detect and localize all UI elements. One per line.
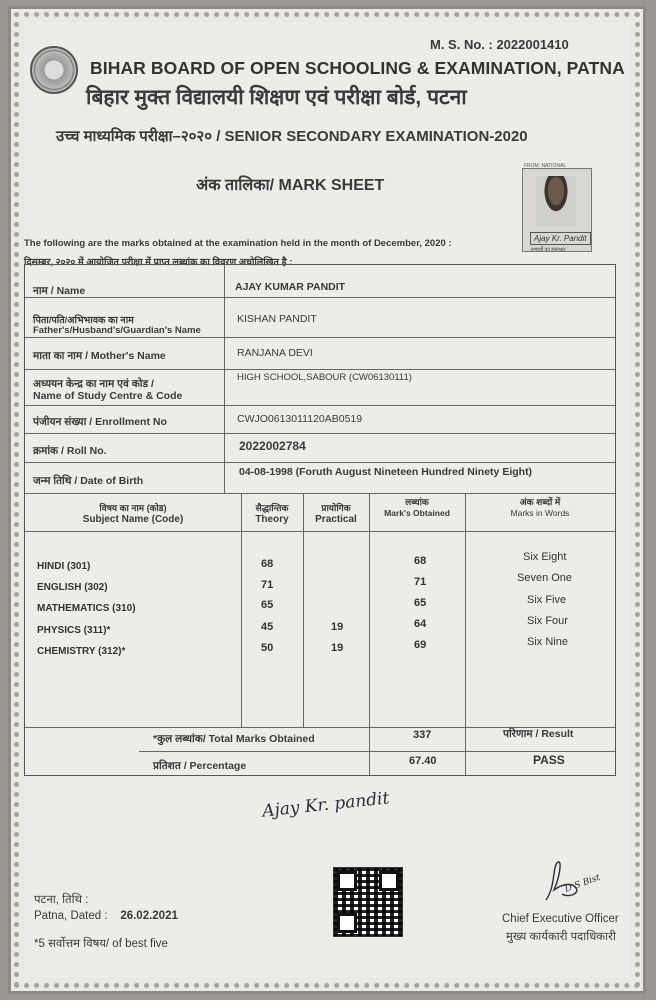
subject-name: ENGLISH (302) [37, 582, 108, 593]
marks-in-words: Six Eight [523, 551, 567, 563]
theory-header: सैद्धान्तिक Theory [255, 503, 289, 525]
qr-code-icon [333, 867, 403, 937]
practical-mark: 19 [331, 642, 344, 654]
issue-date: 26.02.2021 [120, 910, 178, 922]
result-label: परिणाम / Result [503, 728, 574, 740]
marks-in-words: Six Four [527, 615, 568, 627]
best-five-footnote: *5 सर्वोत्तम विषय/ of best five [34, 938, 168, 950]
marks-table [24, 264, 616, 776]
exam-title: उच्च माध्यमिक परीक्षा–२०२० / SENIOR SECONDARY EXAMINATION-2020 [56, 128, 528, 145]
centre-label-hindi: अध्ययन केन्द्र का नाम एवं कोड / [33, 378, 154, 390]
subject-name: PHYSICS (311)* [37, 625, 111, 636]
candidate-handwritten-signature: Ajay Kr. pandit [261, 788, 391, 822]
ceo-title-hindi: मुख्य कार्यकारी पदाधिकारी [506, 931, 616, 943]
roll-value: 2022002784 [239, 439, 306, 453]
board-name-hindi: बिहार मुक्त विद्यालयी शिक्षण एवं परीक्षा बोर्ड, पटना [86, 86, 467, 109]
dob-label: जन्म तिथि / Date of Birth [33, 475, 144, 487]
enrollment-label: पंजीयन संख्या / Enrollment No [33, 416, 167, 428]
photo-caption: FROM: NATIONAL [524, 163, 567, 169]
ms-number: M. S. No. : 2022001410 [430, 37, 569, 52]
mother-label: माता का नाम / Mother's Name [33, 350, 166, 362]
obtained-header: लब्धांक Mark's Obtained [384, 497, 450, 518]
obtained-mark: 71 [414, 576, 427, 588]
subject-name: MATHEMATICS (310) [37, 603, 136, 614]
father-label-english: Father's/Husband's/Guardian's Name [33, 325, 201, 336]
subject-name: CHEMISTRY (312)* [37, 646, 126, 657]
ceo-title-english: Chief Executive Officer [502, 913, 619, 925]
practical-header: प्रायोगिक Practical [315, 503, 357, 525]
photo-signature: Ajay Kr. Pandit [530, 232, 591, 245]
theory-mark: 68 [261, 558, 274, 570]
theory-mark: 65 [261, 599, 274, 611]
result-value: PASS [533, 753, 565, 767]
roll-label: क्रमांक / Roll No. [33, 445, 107, 457]
words-header: अंक शब्दों में Marks in Words [510, 497, 570, 518]
practical-mark: 19 [331, 621, 344, 633]
percentage-label: प्रतिशत / Percentage [153, 760, 247, 772]
marks-in-words: Seven One [517, 572, 573, 584]
marks-in-words: Six Nine [527, 636, 568, 648]
place-english: Patna, Dated : [34, 910, 108, 922]
ceo-signature-text: D S Bist [563, 872, 602, 895]
name-label: नाम / Name [33, 285, 86, 297]
theory-mark: 50 [261, 642, 274, 654]
enrollment-value: CWJO0613011120AB0519 [237, 413, 363, 425]
board-name-english: BIHAR BOARD OF OPEN SCHOOLING & EXAMINATION, PATNA [90, 58, 625, 78]
mother-value: RANJANA DEVI [237, 347, 313, 359]
theory-mark: 45 [261, 621, 274, 633]
percentage-value: 67.40 [409, 755, 437, 767]
subject-name: HINDI (301) [37, 561, 91, 572]
marks-in-words: Six Five [527, 594, 567, 606]
intro-hindi: दिसम्बर, २०२० में आयोजित परीक्षा में प्राप्त लब्धांक का विवरण अधोलिखित है : [24, 257, 293, 268]
ceo-signature-icon [532, 856, 602, 906]
name-value: AJAY KUMAR PANDIT [235, 281, 346, 293]
place-hindi: पटना, तिथि : [34, 894, 89, 906]
board-logo-icon [30, 46, 78, 94]
obtained-mark: 64 [414, 618, 427, 630]
obtained-mark: 69 [414, 639, 427, 651]
place-date [34, 910, 178, 922]
centre-label-english: Name of Study Centre & Code [33, 390, 183, 402]
dob-value: 04-08-1998 (Foruth August Nineteen Hundred Ninety Eight) [239, 466, 533, 478]
theory-mark: 71 [261, 579, 274, 591]
father-label-hindi: पिता/पति/अभिभावक का नाम [33, 315, 134, 326]
total-marks-value: 337 [413, 729, 432, 741]
mark-sheet-title: अंक तालिका/ MARK SHEET [196, 177, 385, 194]
obtained-mark: 65 [414, 597, 427, 609]
photo-signature-label: अभ्यर्थी का हस्ताक्षर [530, 247, 566, 253]
obtained-mark: 68 [414, 555, 427, 567]
subject-header: विषय का नाम (कोड) Subject Name (Code) [82, 503, 184, 525]
candidate-face-image [536, 176, 576, 226]
intro-english: The following are the marks obtained at the examination held in the month of December, 2020 : [24, 238, 452, 249]
total-marks-label: *कुल लब्धांक/ Total Marks Obtained [153, 733, 315, 745]
centre-value: HIGH SCHOOL,SABOUR (CW06130111) [237, 372, 412, 383]
father-value: KISHAN PANDIT [237, 313, 317, 325]
